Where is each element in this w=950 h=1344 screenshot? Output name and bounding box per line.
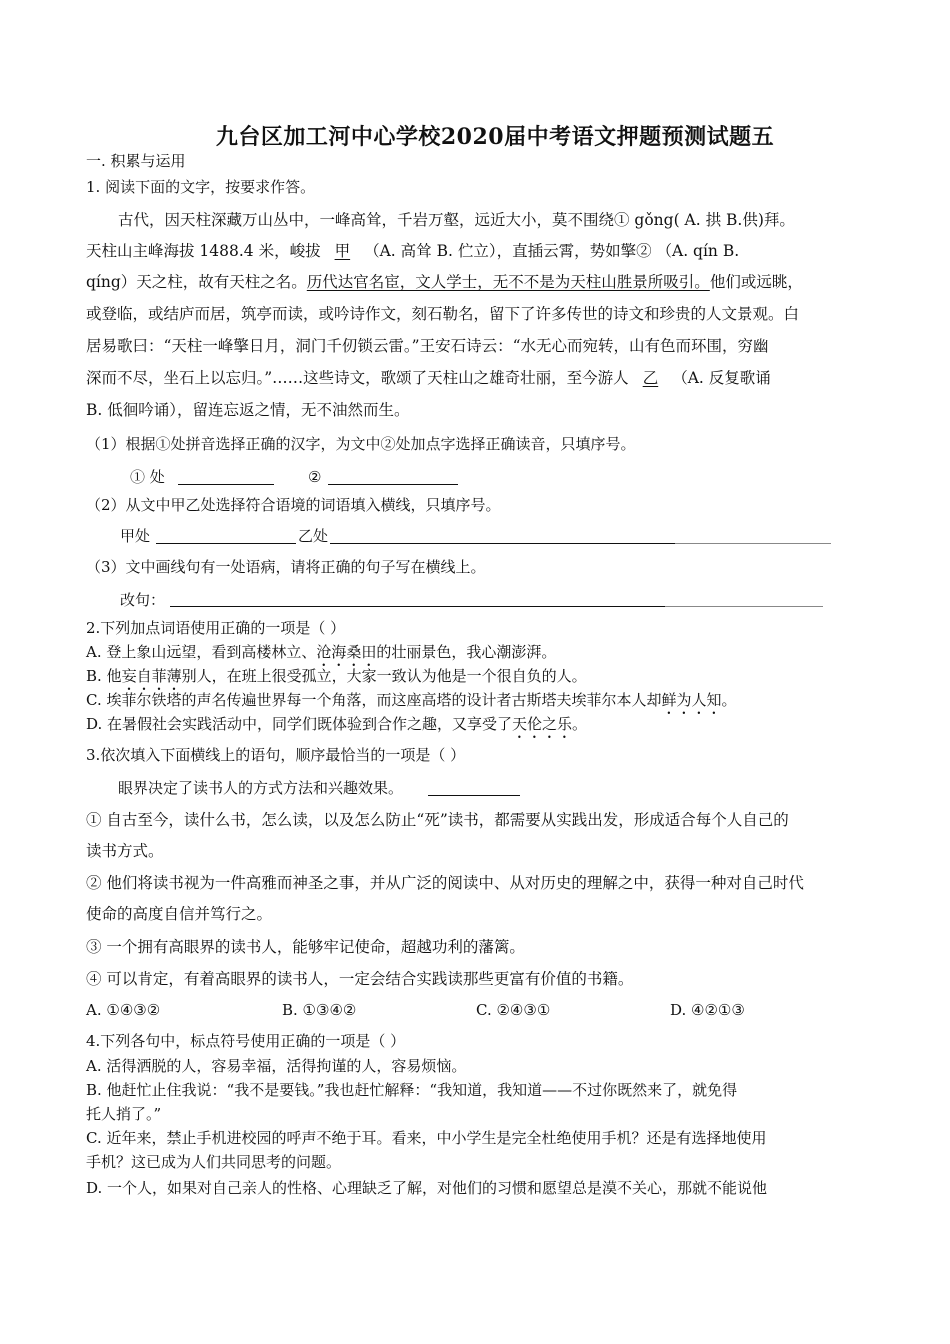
q4-option-c-cont: 手机？这已成为人们共同思考的问题。 <box>86 1153 342 1171</box>
q1-sub1-label-1: ① 处 <box>130 468 165 486</box>
q2-stem: 2.下列加点词语使用正确的一项是（ ） <box>86 619 346 637</box>
passage-text: （A. 反复歌诵 <box>672 369 771 387</box>
q4-stem: 4.下列各句中，标点符号使用正确的一项是（ ） <box>86 1032 406 1050</box>
answer-line <box>675 543 831 544</box>
answer-line[interactable] <box>328 484 458 485</box>
option-text: 。 <box>572 715 588 733</box>
q3-item-2-cont: 使命的高度自信并笃行之。 <box>86 905 273 923</box>
q1-passage-line-3 <box>86 271 803 293</box>
dotted-term: 天伦之乐 <box>512 715 573 733</box>
q1-sub1: （1）根据①处拼音选择正确的汉字，为文中②处加点字选择正确读音，只填序号。 <box>86 435 636 453</box>
q2-option-d <box>86 713 587 742</box>
q1-passage-line-2 <box>86 240 739 262</box>
q3-lead: 眼界决定了读书人的方式方法和兴趣效果。 <box>118 779 404 797</box>
q3-item-1: ① 自古至今，读什么书，怎么读，以及怎么防止“死”读书，都需要从实践出发，形成适合每个人自己的 <box>86 811 789 829</box>
dotted-term: 妄自菲薄 <box>121 667 182 685</box>
dotted-term: 鲜为人知 <box>661 691 722 709</box>
q1-sub1-label-2: ② <box>308 468 322 486</box>
option-text: A. 登上象山远望，看到高楼林立、 <box>86 643 317 661</box>
q4-option-a: A. 活得洒脱的人，容易幸福，活得拘谨的人，容易烦恼。 <box>86 1057 467 1075</box>
passage-text: 他们或远眺， <box>709 273 803 291</box>
q1-passage-line-5: 居易歌曰：“天柱一峰擎日月，洞门千仞锁云雷。”王安石诗云：“水无心而宛转，山有色而环围，穷幽 <box>86 337 769 355</box>
q3-option-d[interactable]: D. ④②①③ <box>670 1001 745 1019</box>
q3-option-a[interactable]: A. ①④③② <box>86 1001 161 1019</box>
q3-item-2: ② 他们将读书视为一件高雅而神圣之事，并从广泛的阅读中、从对历史的理解之中，获得一种对自己时代 <box>86 874 804 892</box>
answer-line[interactable] <box>178 484 274 485</box>
q3-item-1-cont: 读书方式。 <box>86 842 164 860</box>
q3-option-b[interactable]: B. ①③④② <box>282 1001 357 1019</box>
answer-line[interactable] <box>330 543 675 544</box>
q1-stem: 1. 阅读下面的文字，按要求作答。 <box>86 178 316 196</box>
option-text: D. 在暑假社会实践活动中，同学们既体验到合作之趣，又享受了 <box>86 715 513 733</box>
q4-option-b-cont: 托人捎了。” <box>86 1105 162 1123</box>
q1-passage-line-4: 或登临，或结庐而居，筑亭而读，或吟诗作文，刻石勒名，留下了许多传世的诗文和珍贵的人文景观。白 <box>86 305 800 323</box>
blank-jia: 甲 <box>334 242 351 260</box>
q1-sub2-label-jia: 甲处 <box>120 527 151 545</box>
page-title: 九台区加工河中心学校2020届中考语文押题预测试题五 <box>215 124 775 150</box>
section-heading: 一. 积累与运用 <box>86 152 186 170</box>
q3-option-c[interactable]: C. ②④③① <box>476 1001 551 1019</box>
answer-line[interactable] <box>156 543 296 544</box>
passage-text: （A. 高耸 B. 伫立），直插云霄，势如擎② （A. qín B. <box>364 242 740 260</box>
q1-passage-line-1: 古代，因天柱深藏万山丛中，一峰高耸，千岩万壑，远近大小，莫不围绕① gǒng( A. 拱 B.供)拜。 <box>118 211 795 229</box>
option-text: C. 埃菲尔铁塔的声名传遍世界每一个角落，而这座高塔的设计者古斯塔夫埃菲尔本人却 <box>86 691 662 709</box>
q3-item-3: ③ 一个拥有高眼界的读书人，能够牢记使命，超越功利的藩篱。 <box>86 938 525 956</box>
option-text: 的壮丽景色，我心潮澎湃。 <box>376 643 557 661</box>
q1-passage-line-6 <box>86 367 771 389</box>
q4-option-c: C. 近年来，禁止手机进校园的呼声不绝于耳。看来，中小学生是完全杜绝使用手机？还是有选择地使用 <box>86 1129 767 1147</box>
passage-text: qíng）天之柱，故有天柱之名。 <box>86 273 307 291</box>
underlined-sentence: 历代达官名宦，文人学士，无不不是为天柱山胜景所吸引。 <box>306 273 710 291</box>
q3-item-4: ④ 可以肯定，有着高眼界的读书人，一定会结合实践读那些更富有价值的书籍。 <box>86 970 634 988</box>
dotted-term: 沧海桑田 <box>316 643 377 661</box>
blank-yi: 乙 <box>642 369 659 387</box>
q1-sub3: （3）文中画线句有一处语病，请将正确的句子写在横线上。 <box>86 558 486 576</box>
answer-line[interactable] <box>170 606 665 607</box>
q3-stem: 3.依次填入下面横线上的语句，顺序最恰当的一项是（ ） <box>86 746 466 764</box>
answer-line[interactable] <box>428 795 520 796</box>
passage-text: 深而不尽，坐石上以忘归。”……这些诗文，歌颂了天柱山之雄奇壮丽，至今游人 <box>86 369 629 387</box>
passage-text: 天柱山主峰海拔 1488.4 米，峻拔 <box>86 242 321 260</box>
q4-option-d: D. 一个人，如果对自己亲人的性格、心理缺乏了解，对他们的习惯和愿望总是漠不关心，那就不能说他 <box>86 1179 768 1197</box>
option-text: 。 <box>721 691 737 709</box>
q4-option-b: B. 他赶忙止住我说：“我不是要钱。”我也赶忙解释：“我知道，我知道——不过你既然来了，就免得 <box>86 1081 738 1099</box>
q1-sub3-label: 改句： <box>120 591 166 609</box>
q1-passage-line-7: B. 低徊吟诵），留连忘返之情，无不油然而生。 <box>86 401 410 419</box>
q1-sub2: （2）从文中甲乙处选择符合语境的词语填入横线，只填序号。 <box>86 496 501 514</box>
answer-line <box>665 606 823 607</box>
q1-sub2-label-yi: 乙处 <box>298 527 329 545</box>
option-text: B. 他 <box>86 667 122 685</box>
option-text: 别人，在班上很受孤立，大家一致认为他是一个很自负的人。 <box>181 667 587 685</box>
